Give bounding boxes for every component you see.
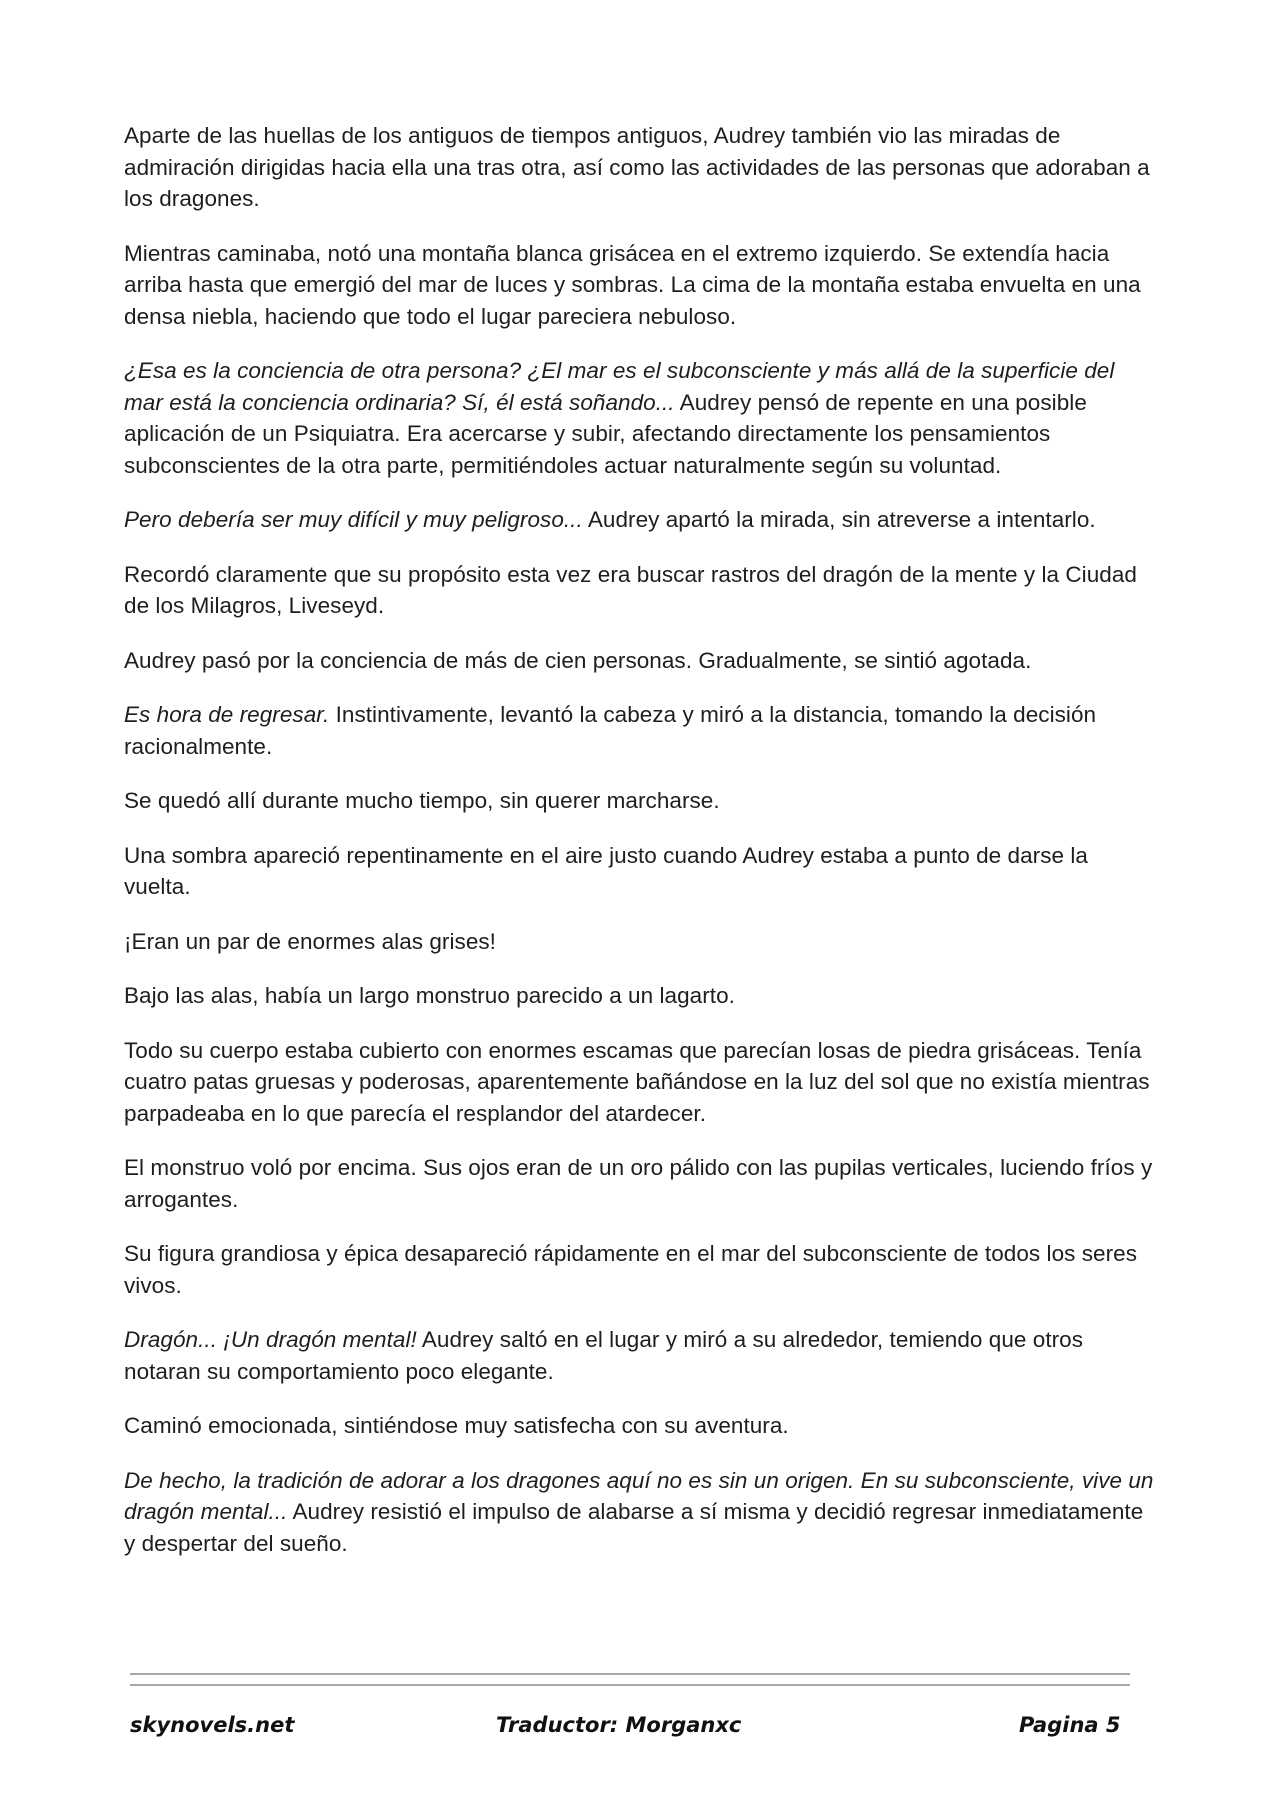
footer-page-number: Pagina 5 xyxy=(1019,1713,1121,1737)
paragraph xyxy=(124,1324,1158,1387)
paragraph-text: Audrey apartó la mirada, sin atreverse a intentarlo. xyxy=(582,507,1096,532)
paragraph-text: Audrey resistió el impulso de alabarse a sí misma y decidió regresar inmediatamente y despertar del sueño. xyxy=(124,1499,1144,1556)
paragraph-text: Mientras caminaba, notó una montaña blanca grisácea en el extremo izquierdo. Se extendía hacia arriba hasta que emergió del mar de luces y sombras. La cima de la montaña estaba envuelta en una densa niebla, haciendo que todo el lugar pareciera nebuloso. xyxy=(124,240,1141,329)
paragraph xyxy=(124,1035,1158,1130)
paragraph xyxy=(124,355,1158,481)
paragraph-text: Audrey pensó de repente en una posible aplicación de un Psiquiatra. Era acercarse y subir, afectando directamente los pensamientos subconscientes de la otra parte, permitiéndoles actuar naturalmente según su voluntad. xyxy=(124,389,1087,478)
paragraph-text: Audrey saltó en el lugar y miró a su alrededor, temiendo que otros notaran su comportamiento poco elegante. xyxy=(124,1327,1084,1384)
paragraph xyxy=(124,1410,1158,1442)
paragraph-text: El monstruo voló por encima. Sus ojos eran de un oro pálido con las pupilas verticales, luciendo fríos y arrogantes. xyxy=(124,1155,1153,1212)
paragraph xyxy=(124,559,1158,622)
italic-thought-text: Es hora de regresar. xyxy=(124,702,330,727)
paragraph-text: Una sombra apareció repentinamente en el aire justo cuando Audrey estaba a punto de darse la vuelta. xyxy=(124,842,1088,899)
italic-thought-text: ¿Esa es la conciencia de otra persona? ¿El mar es el subconsciente y más allá de la superficie del mar está la conciencia ordinaria? Sí, él está soñando... xyxy=(124,358,1115,415)
footer-divider-top xyxy=(130,1673,1130,1675)
paragraph xyxy=(124,926,1158,958)
paragraph xyxy=(124,645,1158,677)
italic-thought-text: Pero debería ser muy difícil y muy peligroso... xyxy=(124,507,583,532)
paragraph-text: ¡Eran un par de enormes alas grises! xyxy=(124,928,496,954)
paragraph-text: Caminó emocionada, sintiéndose muy satisfecha con su aventura. xyxy=(124,1413,789,1438)
paragraph xyxy=(124,1238,1158,1301)
paragraph-text: Aparte de las huellas de los antiguos de tiempos antiguos, Audrey también vio las miradas de admiración dirigidas hacia ella una tras otra, así como las actividades de las personas que adoraban a los dragones. xyxy=(124,123,1150,211)
page-footer xyxy=(0,1713,1280,1753)
paragraph-text: Recordó claramente que su propósito esta vez era buscar rastros del dragón de la mente y la Ciudad de los Milagros, Liveseyd. xyxy=(124,561,1137,618)
paragraph-text: Todo su cuerpo estaba cubierto con enormes escamas que parecían losas de piedra grisáceas. Tenía cuatro patas gruesas y poderosas, aparentemente bañándose en la luz del sol que no existía mientras parpadeaba en lo que parecía el resplandor del atardecer. xyxy=(124,1037,1150,1126)
paragraph xyxy=(124,238,1158,333)
paragraph-text: Su figura grandiosa y épica desapareció rápidamente en el mar del subconsciente de todos los seres vivos. xyxy=(124,1241,1138,1298)
paragraph xyxy=(124,980,1158,1012)
paragraph-text: Instintivamente, levantó la cabeza y miró a la distancia, tomando la decisión racionalmente. xyxy=(124,702,1097,759)
italic-thought-text: De hecho, la tradición de adorar a los dragones aquí no es sin un origen. En su subconsciente, vive un dragón mental... xyxy=(124,1467,1154,1524)
paragraph-text: Bajo las alas, había un largo monstruo parecido a un lagarto. xyxy=(124,983,735,1008)
paragraph xyxy=(124,1465,1158,1560)
italic-thought-text: Dragón... ¡Un dragón mental! xyxy=(124,1327,417,1352)
body-text xyxy=(124,120,1158,1582)
footer-divider-bottom xyxy=(130,1684,1130,1686)
paragraph xyxy=(124,1152,1158,1215)
paragraph xyxy=(124,840,1158,903)
paragraph-text: Audrey pasó por la conciencia de más de cien personas. Gradualmente, se sintió agotada. xyxy=(124,647,1032,673)
paragraph xyxy=(124,785,1158,817)
footer-site: skynovels.net xyxy=(130,1713,295,1737)
paragraph xyxy=(124,699,1158,762)
footer-translator: Traductor: Morganxc xyxy=(496,1713,742,1737)
paragraph-text: Se quedó allí durante mucho tiempo, sin querer marcharse. xyxy=(124,788,720,813)
paragraph xyxy=(124,504,1158,536)
paragraph xyxy=(124,120,1158,215)
